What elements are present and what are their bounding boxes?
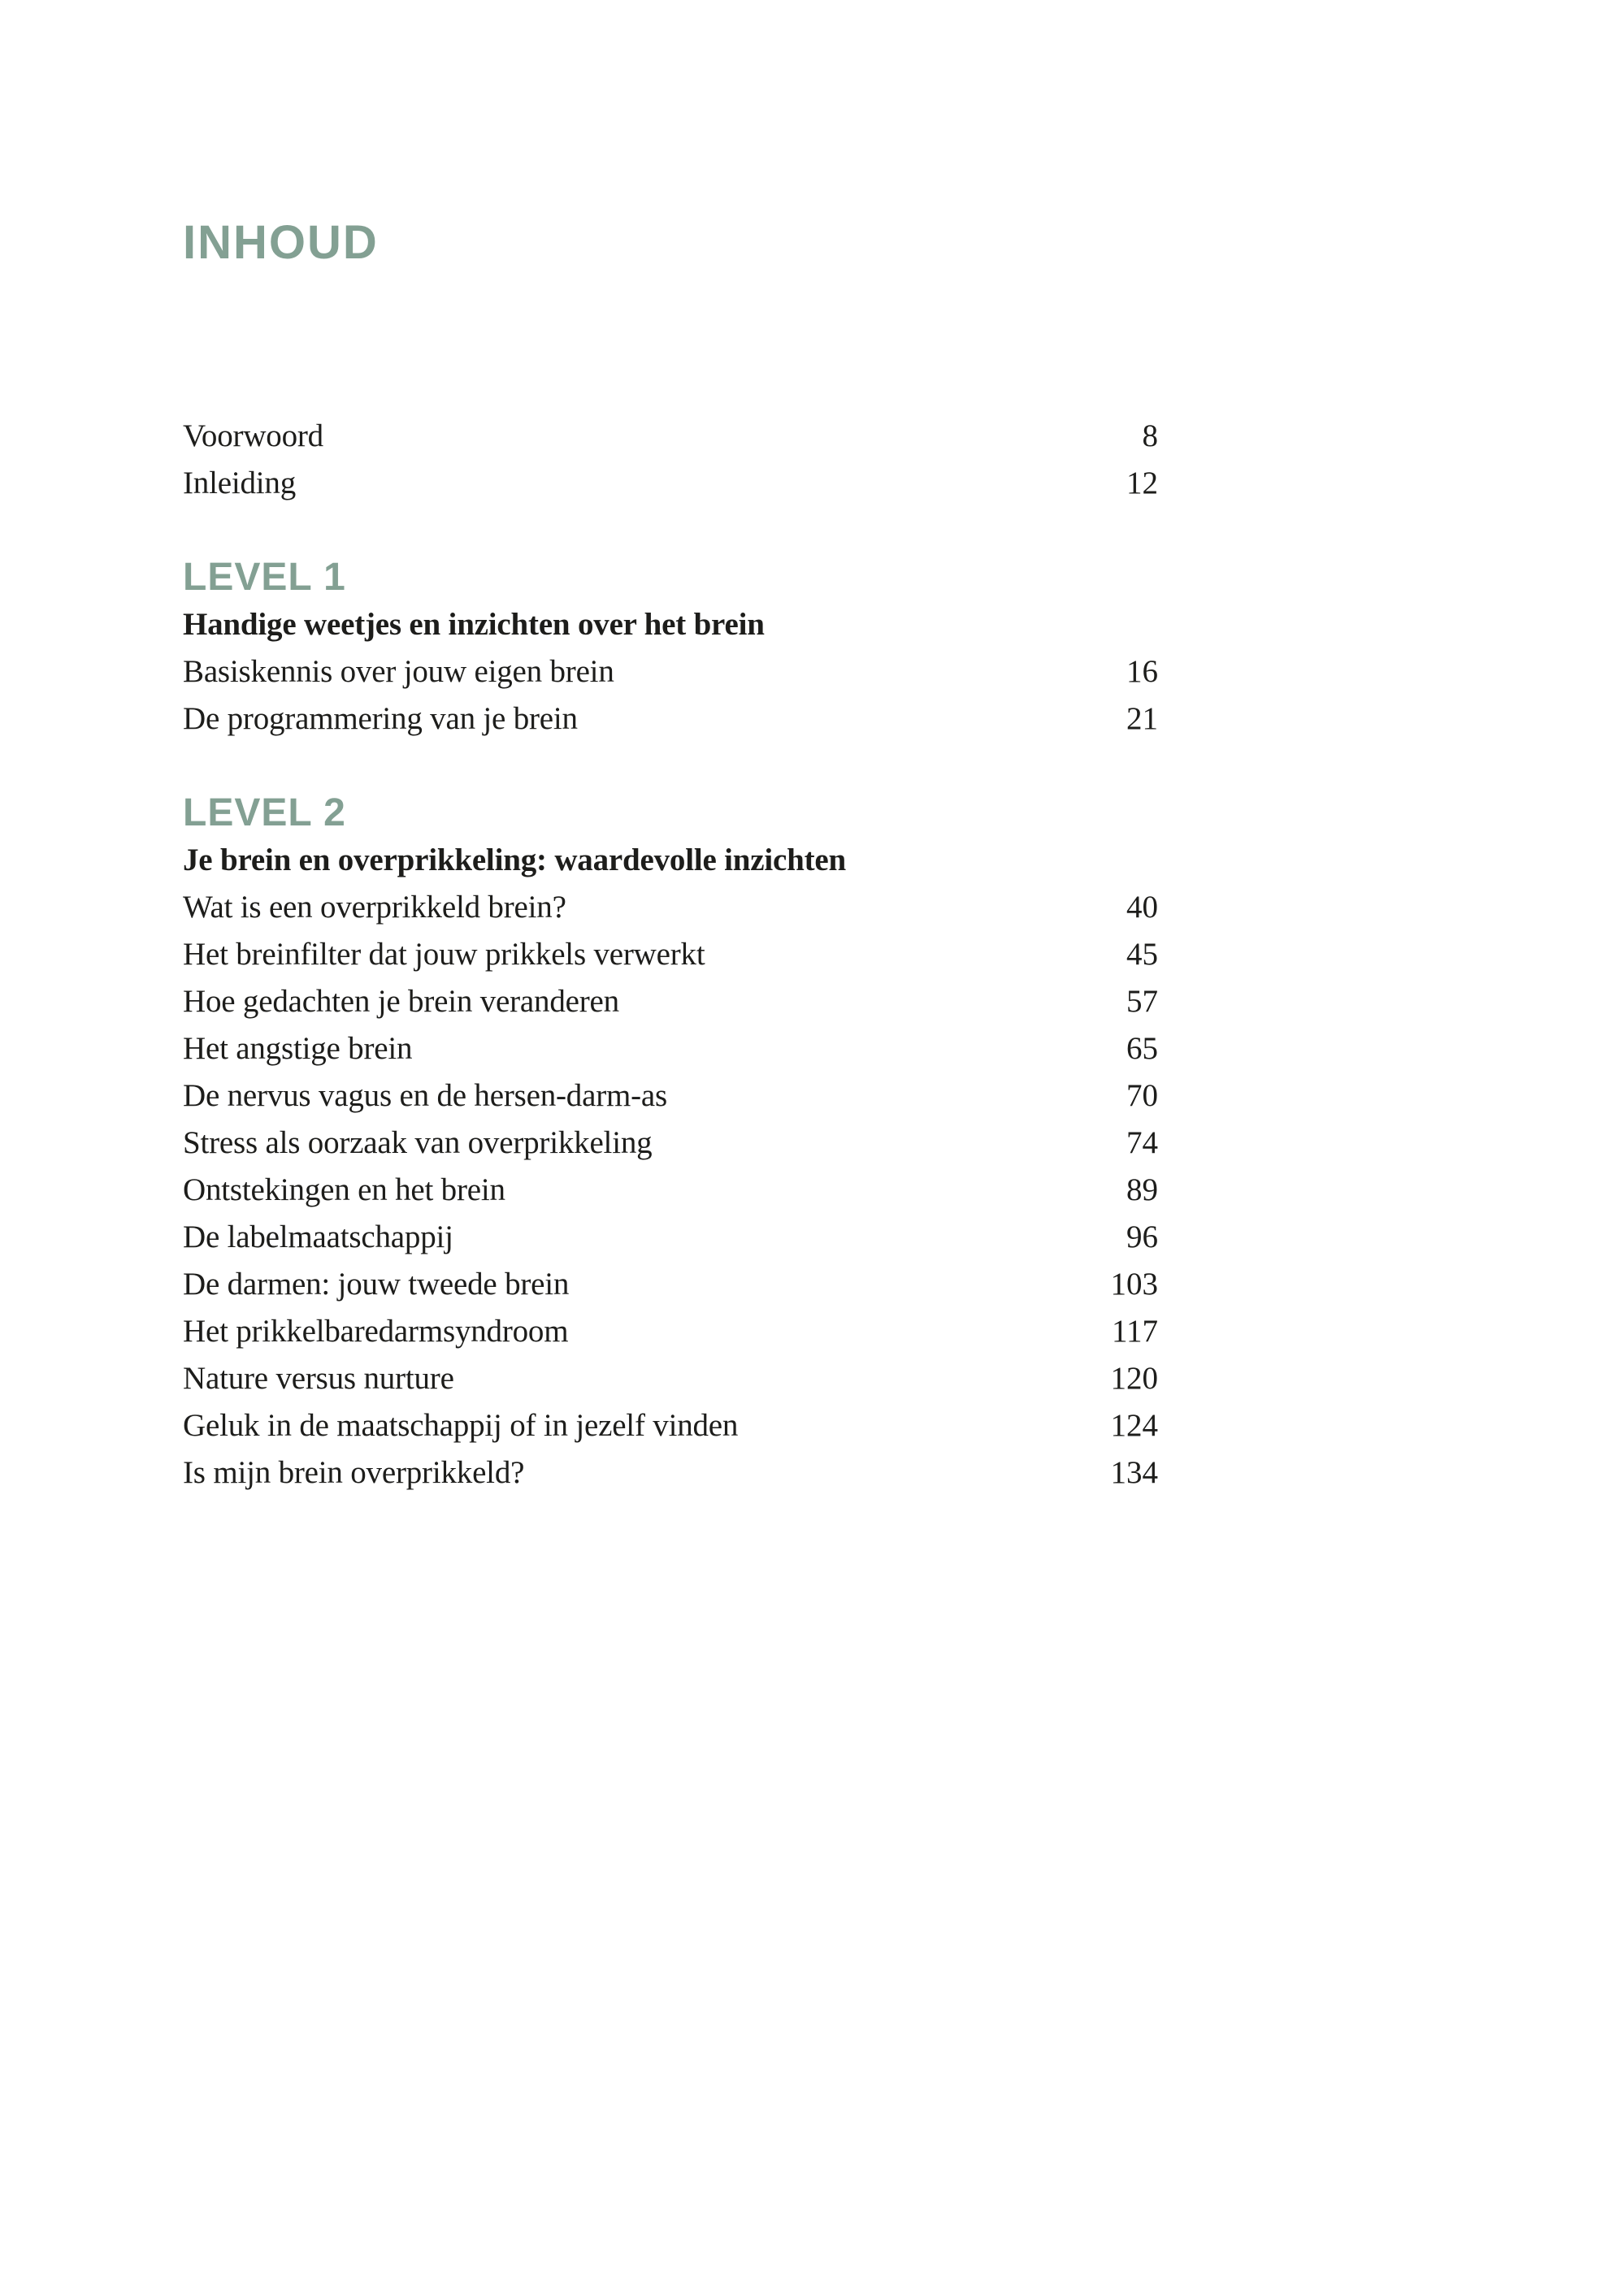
toc-entry-page: 40 bbox=[1126, 890, 1158, 925]
toc-entry bbox=[183, 695, 1158, 743]
toc-entry bbox=[183, 1025, 1158, 1072]
toc-entry-page: 8 bbox=[1142, 418, 1158, 453]
toc-entry-page: 21 bbox=[1126, 701, 1158, 736]
section-level-1 bbox=[183, 554, 1158, 743]
toc-entry-label: De labelmaatschappij bbox=[183, 1219, 453, 1254]
toc-entry-label: Ontstekingen en het brein bbox=[183, 1172, 505, 1207]
toc-entry bbox=[183, 1214, 1158, 1261]
toc-entry bbox=[183, 1261, 1158, 1308]
toc-entry bbox=[183, 1402, 1158, 1449]
front-matter-list bbox=[183, 413, 1158, 507]
toc-entry-label: Geluk in de maatschappij of in jezelf vinden bbox=[183, 1408, 739, 1443]
toc-entry-page: 65 bbox=[1126, 1031, 1158, 1066]
toc-entry-page: 12 bbox=[1126, 466, 1158, 500]
toc-entry bbox=[183, 1449, 1158, 1497]
toc-entry-label: De darmen: jouw tweede brein bbox=[183, 1267, 570, 1302]
toc-entry-label: Inleiding bbox=[183, 466, 297, 500]
section-level-2-entries bbox=[183, 884, 1158, 1497]
toc-content bbox=[0, 0, 1158, 1497]
toc-entry-label: Nature versus nurture bbox=[183, 1361, 454, 1396]
toc-entry-label: Stress als oorzaak van overprikkeling bbox=[183, 1125, 653, 1160]
section-level-2-heading: LEVEL 2 bbox=[183, 791, 346, 834]
section-level-2 bbox=[183, 790, 1158, 1497]
toc-entry bbox=[183, 978, 1158, 1025]
toc-entry-page: 120 bbox=[1110, 1361, 1158, 1396]
toc-entry-label: Hoe gedachten je brein veranderen bbox=[183, 984, 619, 1019]
toc-entry-label: Wat is een overprikkeld brein? bbox=[183, 890, 566, 925]
toc-entry bbox=[183, 1120, 1158, 1167]
toc-entry-label: De programmering van je brein bbox=[183, 701, 578, 736]
toc-entry-page: 70 bbox=[1126, 1078, 1158, 1113]
toc-entry bbox=[183, 1355, 1158, 1402]
toc-entry-label: Basiskennis over jouw eigen brein bbox=[183, 654, 614, 689]
section-level-1-heading: LEVEL 1 bbox=[183, 556, 346, 599]
section-level-2-subtitle: Je brein en overprikkeling: waardevolle inzichten bbox=[183, 843, 846, 877]
toc-entry-page: 103 bbox=[1110, 1267, 1158, 1302]
toc-entry bbox=[183, 413, 1158, 460]
section-level-1-subtitle: Handige weetjes en inzichten over het brein bbox=[183, 607, 765, 642]
toc-entry-label: Het angstige brein bbox=[183, 1031, 413, 1066]
toc-entry-page: 74 bbox=[1126, 1125, 1158, 1160]
section-level-1-entries bbox=[183, 648, 1158, 743]
page-title: INHOUD bbox=[183, 216, 379, 269]
toc-entry bbox=[183, 1072, 1158, 1120]
toc-entry-page: 124 bbox=[1110, 1408, 1158, 1443]
toc-entry-label: Voorwoord bbox=[183, 418, 323, 453]
toc-entry bbox=[183, 648, 1158, 695]
toc-entry-label: Is mijn brein overprikkeld? bbox=[183, 1455, 525, 1490]
toc-entry-label: Het breinfilter dat jouw prikkels verwerkt bbox=[183, 937, 705, 972]
toc-entry-page: 96 bbox=[1126, 1219, 1158, 1254]
toc-entry bbox=[183, 884, 1158, 931]
toc-entry-page: 117 bbox=[1111, 1314, 1158, 1349]
toc-entry bbox=[183, 1308, 1158, 1355]
toc-entry-page: 16 bbox=[1126, 654, 1158, 689]
toc-entry-page: 45 bbox=[1126, 937, 1158, 972]
toc-entry bbox=[183, 460, 1158, 507]
toc-entry-page: 89 bbox=[1126, 1172, 1158, 1207]
toc-entry bbox=[183, 1167, 1158, 1214]
toc-entry-label: Het prikkelbaredarmsyndroom bbox=[183, 1314, 569, 1349]
toc-entry-label: De nervus vagus en de hersen-darm-as bbox=[183, 1078, 667, 1113]
toc-entry bbox=[183, 931, 1158, 978]
toc-entry-page: 134 bbox=[1110, 1455, 1158, 1490]
toc-entry-page: 57 bbox=[1126, 984, 1158, 1019]
